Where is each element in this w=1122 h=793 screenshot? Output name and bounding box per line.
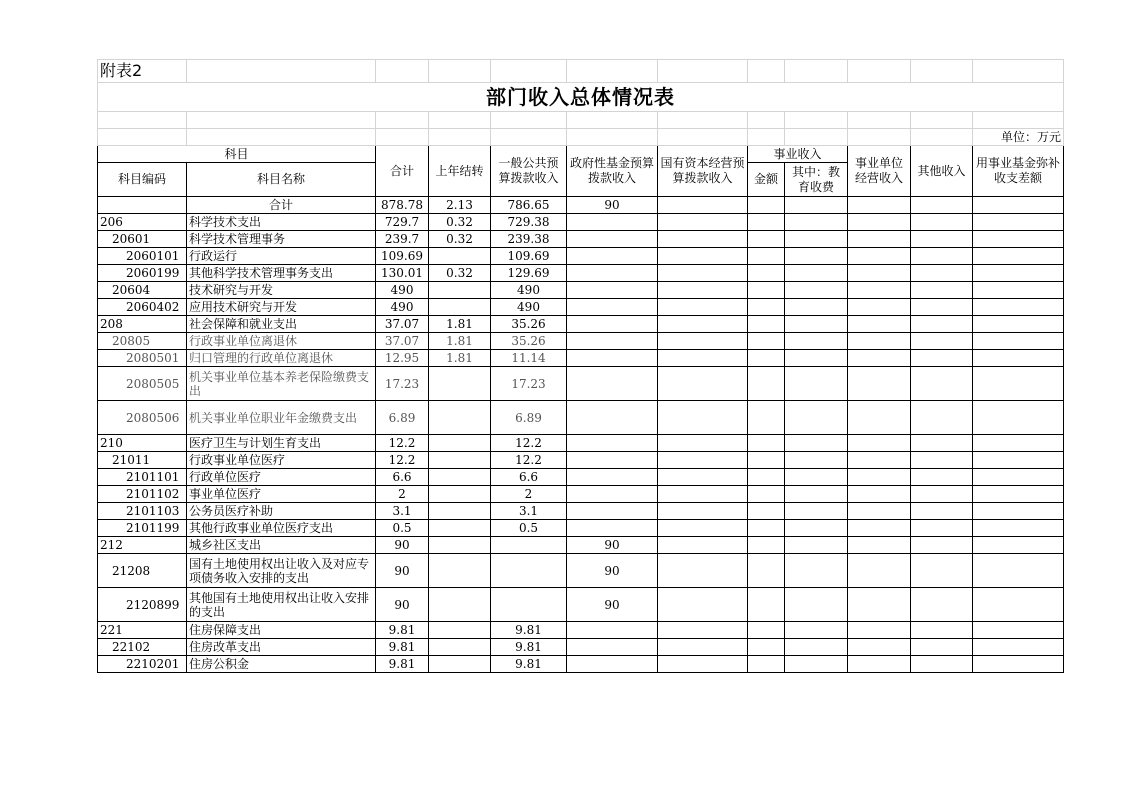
table-row: [98, 316, 1064, 333]
row-general: 109.69: [491, 248, 567, 265]
row-prev: [429, 401, 491, 435]
row-prev: 1.81: [429, 333, 491, 350]
table-row: [98, 248, 1064, 265]
income-table: [97, 59, 1064, 673]
row-general: 3.1: [491, 503, 567, 520]
row-total: 130.01: [376, 265, 429, 282]
table-row: [98, 622, 1064, 639]
row-total: 9.81: [376, 622, 429, 639]
row-total: 109.69: [376, 248, 429, 265]
row-name: 行政事业单位离退休: [187, 333, 376, 350]
table-title: 部门收入总体情况表: [98, 83, 1064, 112]
row-code: 21208: [98, 554, 187, 588]
row-prev: [429, 367, 491, 401]
row-general: 35.26: [491, 316, 567, 333]
row-name: 机关事业单位职业年金缴费支出: [187, 401, 376, 435]
row-general: 11.14: [491, 350, 567, 367]
row-code: 221: [98, 622, 187, 639]
row-prev: 0.32: [429, 231, 491, 248]
row-prev: [429, 656, 491, 673]
table-row: [98, 435, 1064, 452]
row-prev: [429, 622, 491, 639]
row-gov-fund: [567, 367, 658, 401]
row-code: 2060101: [98, 248, 187, 265]
row-prev: [429, 486, 491, 503]
row-gov-fund: [567, 639, 658, 656]
row-name: 行政运行: [187, 248, 376, 265]
header-state-capital: 国有资本经营预算拨款收入: [658, 146, 748, 197]
unit-label: 单位：万元: [973, 129, 1064, 146]
row-general: 9.81: [491, 622, 567, 639]
row-code: 20805: [98, 333, 187, 350]
row-name: 技术研究与开发: [187, 282, 376, 299]
row-gov-fund: [567, 350, 658, 367]
row-code: 21011: [98, 452, 187, 469]
total-general: 786.65: [491, 197, 567, 214]
row-total: 0.5: [376, 520, 429, 537]
header-name: 科目名称: [187, 163, 376, 197]
report-sheet: [97, 59, 1064, 673]
row-prev: [429, 452, 491, 469]
row-gov-fund: [567, 231, 658, 248]
row-total: 90: [376, 554, 429, 588]
row-name: 住房改革支出: [187, 639, 376, 656]
row-gov-fund: [567, 248, 658, 265]
row-name: 归口管理的行政单位离退休: [187, 350, 376, 367]
row-gov-fund: 90: [567, 537, 658, 554]
appendix-row: [98, 60, 1064, 83]
row-name: 行政事业单位医疗: [187, 452, 376, 469]
header-general-budget: 一般公共预算拨款收入: [491, 146, 567, 197]
row-code: 210: [98, 435, 187, 452]
row-total: 2: [376, 486, 429, 503]
row-general: 2: [491, 486, 567, 503]
row-general: 17.23: [491, 367, 567, 401]
row-code: 206: [98, 214, 187, 231]
table-row: [98, 367, 1064, 401]
row-total: 3.1: [376, 503, 429, 520]
row-code: 208: [98, 316, 187, 333]
row-code: 20604: [98, 282, 187, 299]
row-name: 公务员医疗补助: [187, 503, 376, 520]
row-total: 729.7: [376, 214, 429, 231]
row-total: 490: [376, 299, 429, 316]
row-prev: 1.81: [429, 316, 491, 333]
header-subject: 科目: [98, 146, 376, 163]
row-general: 9.81: [491, 639, 567, 656]
header-edu-fee: 其中：教育收费: [785, 163, 848, 197]
row-name: 住房保障支出: [187, 622, 376, 639]
row-code: 212: [98, 537, 187, 554]
table-row: [98, 537, 1064, 554]
total-label: 合计: [187, 197, 376, 214]
row-code: 2080501: [98, 350, 187, 367]
row-name: 城乡社区支出: [187, 537, 376, 554]
row-prev: [429, 520, 491, 537]
row-gov-fund: [567, 520, 658, 537]
row-gov-fund: [567, 656, 658, 673]
table-row: [98, 639, 1064, 656]
row-prev: [429, 248, 491, 265]
row-gov-fund: [567, 299, 658, 316]
table-row: [98, 554, 1064, 588]
row-code: 2101199: [98, 520, 187, 537]
row-general: 6.6: [491, 469, 567, 486]
row-gov-fund: [567, 333, 658, 350]
row-total: 90: [376, 588, 429, 622]
row-code: 2101101: [98, 469, 187, 486]
row-general: [491, 554, 567, 588]
row-prev: [429, 588, 491, 622]
header-total: 合计: [376, 146, 429, 197]
row-gov-fund: 90: [567, 554, 658, 588]
table-row: [98, 656, 1064, 673]
header-business-income: 事业收入: [748, 146, 848, 163]
total-prev: 2.13: [429, 197, 491, 214]
row-total: 239.7: [376, 231, 429, 248]
table-row: [98, 265, 1064, 282]
total-row: [98, 197, 1064, 214]
table-row: [98, 401, 1064, 435]
row-name: 科学技术支出: [187, 214, 376, 231]
row-prev: [429, 639, 491, 656]
row-gov-fund: [567, 316, 658, 333]
row-code: 2080505: [98, 367, 187, 401]
row-prev: [429, 282, 491, 299]
row-general: [491, 537, 567, 554]
row-total: 6.89: [376, 401, 429, 435]
header-fund-offset: 用事业基金弥补收支差额: [973, 146, 1064, 197]
row-total: 12.95: [376, 350, 429, 367]
row-total: 9.81: [376, 656, 429, 673]
row-general: 490: [491, 282, 567, 299]
total-total: 878.78: [376, 197, 429, 214]
row-total: 37.07: [376, 316, 429, 333]
header-amount: 金额: [748, 163, 785, 197]
table-row: [98, 452, 1064, 469]
data-rows: [98, 214, 1064, 673]
row-prev: [429, 435, 491, 452]
row-general: 9.81: [491, 656, 567, 673]
row-prev: [429, 537, 491, 554]
unit-row: [98, 129, 1064, 146]
row-gov-fund: [567, 401, 658, 435]
row-gov-fund: [567, 486, 658, 503]
row-gov-fund: [567, 214, 658, 231]
row-name: 其他国有土地使用权出让收入安排的支出: [187, 588, 376, 622]
row-code: 2101103: [98, 503, 187, 520]
table-row: [98, 503, 1064, 520]
row-general: 239.38: [491, 231, 567, 248]
row-total: 9.81: [376, 639, 429, 656]
row-prev: [429, 503, 491, 520]
row-total: 490: [376, 282, 429, 299]
row-total: 12.2: [376, 435, 429, 452]
row-prev: [429, 299, 491, 316]
row-code: 20601: [98, 231, 187, 248]
row-name: 科学技术管理事务: [187, 231, 376, 248]
row-name: 行政单位医疗: [187, 469, 376, 486]
row-total: 12.2: [376, 452, 429, 469]
header-other-income: 其他收入: [911, 146, 973, 197]
row-name: 事业单位医疗: [187, 486, 376, 503]
row-prev: 0.32: [429, 265, 491, 282]
row-gov-fund: [567, 469, 658, 486]
table-row: [98, 588, 1064, 622]
row-general: 12.2: [491, 452, 567, 469]
row-gov-fund: [567, 622, 658, 639]
row-prev: 1.81: [429, 350, 491, 367]
row-name: 医疗卫生与计划生育支出: [187, 435, 376, 452]
row-gov-fund: 90: [567, 588, 658, 622]
row-name: 国有土地使用权出让收入及对应专项债务收入安排的支出: [187, 554, 376, 588]
row-general: 490: [491, 299, 567, 316]
header-unit-operating: 事业单位经营收入: [848, 146, 911, 197]
row-name: 机关事业单位基本养老保险缴费支出: [187, 367, 376, 401]
table-row: [98, 333, 1064, 350]
table-row: [98, 520, 1064, 537]
table-row: [98, 231, 1064, 248]
row-general: 12.2: [491, 435, 567, 452]
header-row-1: [98, 146, 1064, 163]
row-code: 2210201: [98, 656, 187, 673]
appendix-label: 附表2: [98, 60, 187, 83]
row-gov-fund: [567, 265, 658, 282]
row-total: 90: [376, 537, 429, 554]
row-general: 729.38: [491, 214, 567, 231]
header-prev-carry: 上年结转: [429, 146, 491, 197]
row-total: 17.23: [376, 367, 429, 401]
row-code: 2120899: [98, 588, 187, 622]
row-total: 37.07: [376, 333, 429, 350]
row-total: 6.6: [376, 469, 429, 486]
row-general: [491, 588, 567, 622]
row-code: 2060402: [98, 299, 187, 316]
row-code: 2080506: [98, 401, 187, 435]
row-gov-fund: [567, 435, 658, 452]
table-row: [98, 299, 1064, 316]
row-general: 35.26: [491, 333, 567, 350]
table-row: [98, 350, 1064, 367]
row-gov-fund: [567, 503, 658, 520]
table-row: [98, 469, 1064, 486]
table-row: [98, 214, 1064, 231]
table-row: [98, 282, 1064, 299]
total-gov-fund: 90: [567, 197, 658, 214]
row-prev: 0.32: [429, 214, 491, 231]
row-gov-fund: [567, 452, 658, 469]
row-prev: [429, 469, 491, 486]
row-code: 22102: [98, 639, 187, 656]
row-code: 2060199: [98, 265, 187, 282]
row-name: 其他行政事业单位医疗支出: [187, 520, 376, 537]
title-row: [98, 83, 1064, 112]
table-row: [98, 486, 1064, 503]
row-name: 住房公积金: [187, 656, 376, 673]
header-code: 科目编码: [98, 163, 187, 197]
row-name: 应用技术研究与开发: [187, 299, 376, 316]
row-general: 6.89: [491, 401, 567, 435]
row-general: 0.5: [491, 520, 567, 537]
row-general: 129.69: [491, 265, 567, 282]
row-name: 社会保障和就业支出: [187, 316, 376, 333]
header-gov-fund: 政府性基金预算拨款收入: [567, 146, 658, 197]
row-code: 2101102: [98, 486, 187, 503]
row-gov-fund: [567, 282, 658, 299]
row-prev: [429, 554, 491, 588]
row-name: 其他科学技术管理事务支出: [187, 265, 376, 282]
